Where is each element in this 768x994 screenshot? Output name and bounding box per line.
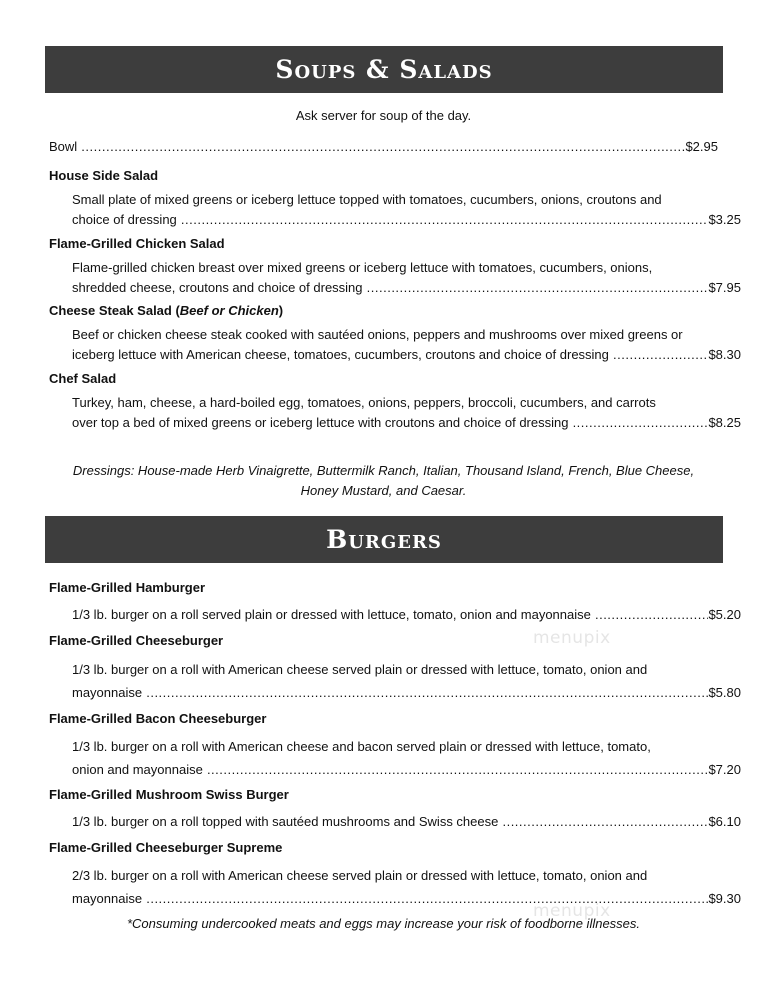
section-title: Soups & Salads: [275, 55, 493, 84]
desc-line: 1/3 lb. burger on a roll topped with sautéed mushrooms and Swiss cheese .....: [72, 812, 708, 832]
desc-line: Small plate of mixed greens or iceberg lettuce topped with tomatoes, cucumbers, onions, croutons and: [72, 192, 662, 207]
desc-line: mayonnaise .....: [72, 887, 708, 910]
dressings-line: Honey Mustard, and Caesar.: [300, 482, 467, 498]
desc-line: Turkey, ham, cheese, a hard-boiled egg, tomatoes, onions, peppers, broccoli, cucumbers, and carrots: [72, 395, 656, 410]
item-name-suffix: ): [278, 303, 284, 318]
desc-price-row: [72, 887, 741, 910]
desc-price-row: [72, 345, 741, 365]
item-heading: [49, 301, 718, 321]
item-description: [49, 812, 741, 832]
desc-line: 1/3 lb. burger on a roll with American cheese served plain or dressed with lettuce, tomato, onion and: [72, 662, 648, 677]
desc-line: Flame-grilled chicken breast over mixed greens or iceberg lettuce with tomatoes, cucumbers, onions,: [72, 260, 653, 275]
item-description: [49, 864, 741, 910]
desc-price-row: [72, 812, 741, 832]
item-heading: Flame-Grilled Cheeseburger: [49, 633, 224, 648]
desc-line: mayonnaise .....: [72, 681, 708, 704]
item-description: [49, 735, 741, 781]
item-price: $7.95: [708, 279, 741, 295]
bowl-row: [49, 137, 718, 157]
item-heading: House Side Salad: [49, 168, 159, 183]
item-description: [49, 393, 741, 432]
desc-line: 1/3 lb. burger on a roll served plain or dressed with lettuce, tomato, onion and mayonnaise .....: [72, 605, 708, 625]
section-title: Burgers: [326, 525, 442, 554]
item-name-variant: Beef or Chicken: [179, 303, 279, 318]
item-price: $5.80: [708, 685, 741, 700]
item-heading: Flame-Grilled Hamburger: [49, 580, 206, 595]
desc-price-row: [72, 681, 741, 704]
item-heading: Flame-Grilled Cheeseburger Supreme: [49, 840, 283, 855]
desc-price-row: [72, 605, 741, 625]
item-price: $8.30: [708, 346, 741, 362]
watermark: menupix: [533, 901, 611, 921]
item-description: [49, 605, 741, 625]
item-price: $9.30: [708, 891, 741, 906]
item-heading: Flame-Grilled Chicken Salad: [49, 236, 225, 251]
item-price: $5.20: [708, 607, 741, 622]
desc-price-row: [72, 758, 741, 781]
desc-line: iceberg lettuce with American cheese, tomatoes, cucumbers, croutons and choice of dressing .....: [72, 345, 708, 365]
desc-line: onion and mayonnaise .....: [72, 758, 708, 781]
desc-line: over top a bed of mixed greens or iceberg lettuce with croutons and choice of dressing .....: [72, 413, 708, 433]
dressings-line: Dressings: House-made Herb Vinaigrette, Buttermilk Ranch, Italian, Thousand Island, French, Blue Cheese,: [72, 463, 695, 478]
item-heading: Flame-Grilled Bacon Cheeseburger: [49, 711, 267, 726]
item-heading: Flame-Grilled Mushroom Swiss Burger: [49, 787, 289, 802]
desc-price-row: [72, 278, 741, 298]
desc-price-row: [72, 210, 741, 230]
item-description: [49, 258, 741, 297]
item-price: $6.10: [708, 814, 741, 829]
item-heading: Chef Salad: [49, 371, 117, 386]
item-name: Bowl .....: [49, 137, 685, 157]
desc-line: shredded cheese, croutons and choice of dressing .....: [72, 278, 708, 298]
desc-line: 1/3 lb. burger on a roll with American cheese and bacon served plain or dressed with lettuce, tomato,: [72, 739, 651, 754]
item-price: $2.95: [685, 139, 718, 154]
item-description: [49, 190, 741, 229]
watermark: menupix: [533, 628, 611, 648]
item-description: [49, 658, 741, 704]
item-price: $3.25: [708, 211, 741, 227]
desc-line: 2/3 lb. burger on a roll with American cheese served plain or dressed with lettuce, tomato, onion and: [72, 868, 648, 883]
burgers-header: [45, 516, 723, 563]
item-name-prefix: Cheese Steak Salad (: [49, 303, 180, 318]
item-price: $7.20: [708, 762, 741, 777]
desc-price-row: [72, 413, 741, 433]
item-description: [49, 325, 741, 364]
soup-of-day-note: Ask server for soup of the day.: [295, 108, 472, 123]
soups-salads-header: [45, 46, 723, 93]
item-price: $8.25: [708, 414, 741, 430]
desc-line: choice of dressing .....: [72, 210, 708, 230]
dressings-note: [49, 461, 718, 500]
foodborne-disclaimer: *Consuming undercooked meats and eggs may increase your risk of foodborne illnesses.: [126, 916, 641, 931]
desc-line: Beef or chicken cheese steak cooked with sautéed onions, peppers and mushrooms over mixed greens or: [72, 327, 683, 342]
